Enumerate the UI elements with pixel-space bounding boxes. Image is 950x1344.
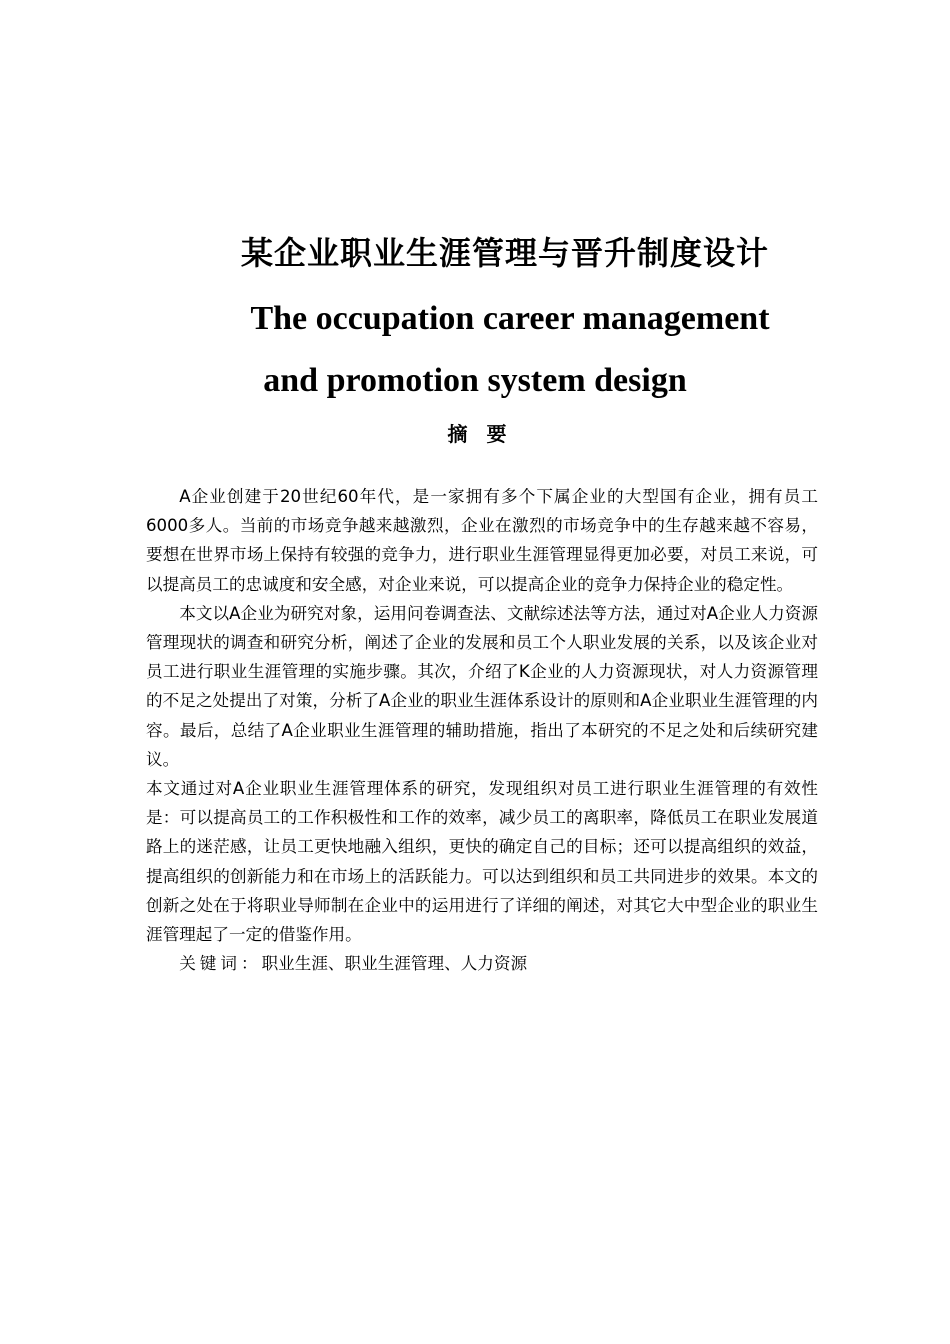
abstract-paragraph-1: A企业创建于20世纪60年代，是一家拥有多个下属企业的大型国有企业，拥有员工6000多人。当前的市场竞争越来越激烈，企业在激烈的市场竞争中的生存越来越不容易，要想在世界市场上保持有较强的竞争力，进行职业生涯管理显得更加必要，对员工来说，可以提高员工的忠诚度和安全感，对企业来说，可以提高企业的竞争力保持企业的稳定性。 <box>146 487 818 594</box>
abstract-heading: 摘 要 <box>447 422 513 446</box>
keywords-label: 关键词： <box>179 954 262 974</box>
abstract-paragraph-2: 本文以A企业为研究对象，运用问卷调查法、文献综述法等方法，通过对A企业人力资源管理现状的调查和研究分析，阐述了企业的发展和员工个人职业发展的关系，以及该企业对员工进行职业生涯管理的实施步骤。其次，介绍了K企业的人力资源现状，对人力资源管理的不足之处提出了对策，分析了A企业的职业生涯体系设计的原则和A企业职业生涯管理的内容。最后，总结了A企业职业生涯管理的辅助措施，指出了本研究的不足之处和后续研究建议。 <box>146 603 818 769</box>
title-english-line-1: The occupation career management <box>250 300 770 337</box>
title-english-line-2: and promotion system design <box>263 362 687 399</box>
abstract-body <box>146 482 818 978</box>
keywords-line <box>146 949 818 978</box>
keywords-value: 职业生涯、职业生涯管理、人力资源 <box>261 954 528 974</box>
title-chinese: 某企业职业生涯管理与晋升制度设计 <box>240 234 769 272</box>
abstract-paragraph-3: 本文通过对A企业职业生涯管理体系的研究，发现组织对员工进行职业生涯管理的有效性是：可以提高员工的工作积极性和工作的效率，减少员工的离职率，降低员工在职业发展道路上的迷茫感，让员工更快地融入组织，更快的确定自己的目标；还可以提高组织的效益，提高组织的创新能力和在市场上的活跃能力。可以达到组织和员工共同进步的效果。本文的创新之处在于将职业导师制在企业中的运用进行了详细的阐述，对其它大中型企业的职业生涯管理起了一定的借鉴作用。 <box>146 779 818 945</box>
